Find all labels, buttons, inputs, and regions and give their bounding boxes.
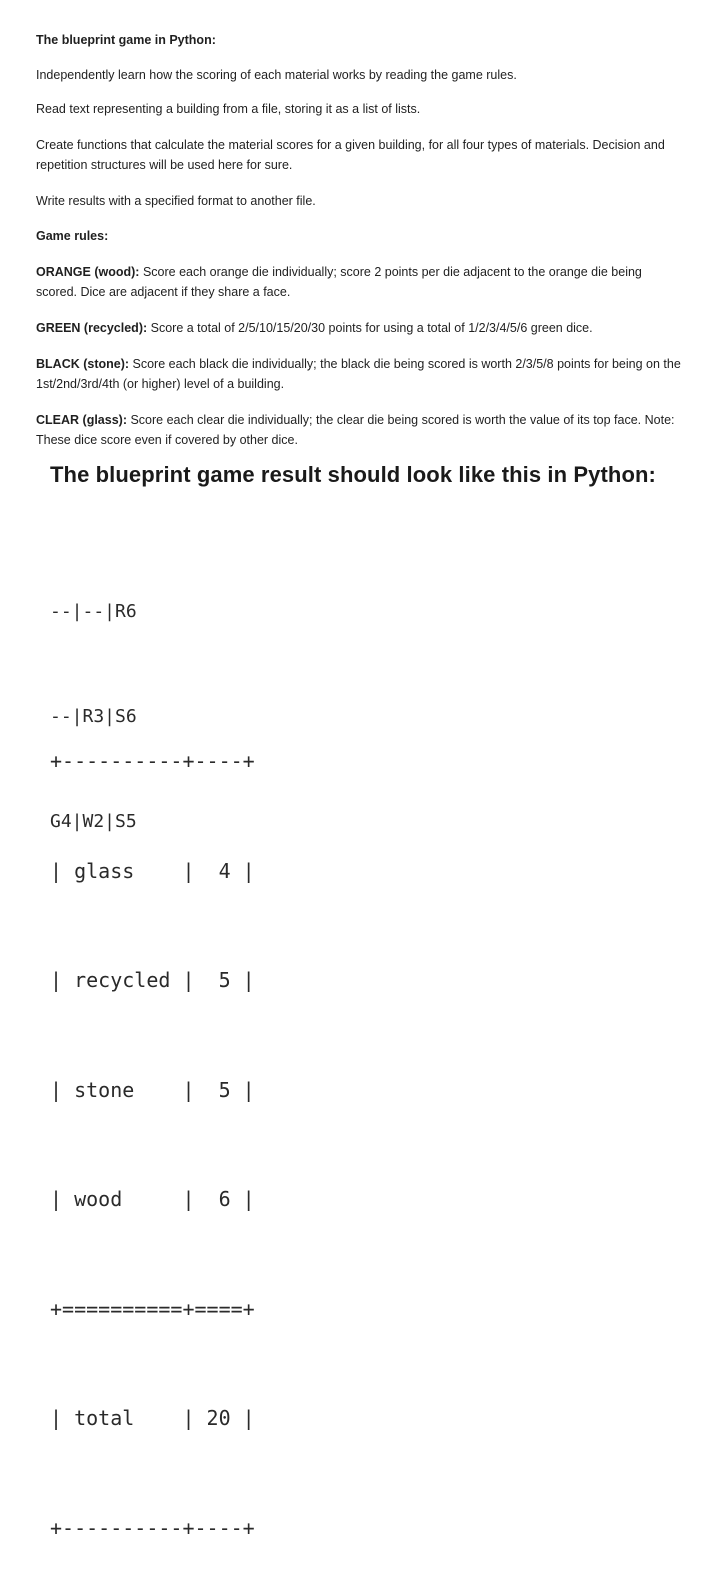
- rule-wood-label: ORANGE (wood):: [36, 265, 140, 279]
- building-row: --|--|R6: [50, 601, 137, 622]
- paragraph-1: Independently learn how the scoring of each material works by reading the game rules.: [36, 68, 517, 82]
- table-row-glass: | glass | 4 |: [50, 858, 255, 883]
- table-row-stone: | stone | 5 |: [50, 1077, 255, 1102]
- table-border-double: +==========+====+: [50, 1296, 255, 1321]
- paragraph-3: Create functions that calculate the material scores for a given building, for all four types of materials. Decision and repetition structures will be used here for sure.: [36, 138, 665, 172]
- rule-stone-text: Score each black die individually; the black die being scored is worth 2/3/5/8 points for being on the 1st/2nd/3rd/4th (or higher) level of a building.: [36, 357, 681, 391]
- table-border-top: +----------+----+: [50, 749, 255, 773]
- rule-glass: [36, 410, 676, 450]
- rule-glass-label: CLEAR (glass):: [36, 413, 127, 427]
- rule-glass-text: Score each clear die individually; the clear die being scored is worth the value of its top face. Note: These dice score even if covered by other dice.: [36, 413, 675, 447]
- rule-recycled-text: Score a total of 2/5/10/15/20/30 points for using a total of 1/2/3/4/5/6 green dice.: [147, 321, 593, 335]
- building-row: --|R3|S6: [50, 706, 137, 727]
- table-row-total: | total | 20 |: [50, 1406, 255, 1430]
- rule-recycled: [36, 318, 686, 338]
- page-title: The blueprint game in Python:: [36, 33, 216, 47]
- table-row-recycled: | recycled | 5 |: [50, 968, 255, 992]
- rule-recycled-label: GREEN (recycled):: [36, 321, 148, 335]
- score-table: [50, 670, 255, 1583]
- rule-stone: [36, 354, 681, 394]
- rule-wood: [36, 262, 681, 302]
- table-border-bottom: +----------+----+: [50, 1515, 255, 1540]
- result-heading: The blueprint game result should look like this in Python:: [50, 462, 656, 487]
- paragraph-4: Write results with a specified format to another file.: [36, 194, 316, 208]
- rule-stone-label: BLACK (stone):: [36, 357, 130, 371]
- table-row-wood: | wood | 6 |: [50, 1187, 255, 1211]
- rule-wood-text: Score each orange die individually; score 2 points per die adjacent to the orange die being scored. Dice are adjacent if they share a face.: [36, 265, 642, 299]
- building-row: G4|W2|S5: [50, 811, 137, 832]
- rules-heading: Game rules:: [36, 229, 109, 243]
- paragraph-2: Read text representing a building from a file, storing it as a list of lists.: [36, 102, 421, 116]
